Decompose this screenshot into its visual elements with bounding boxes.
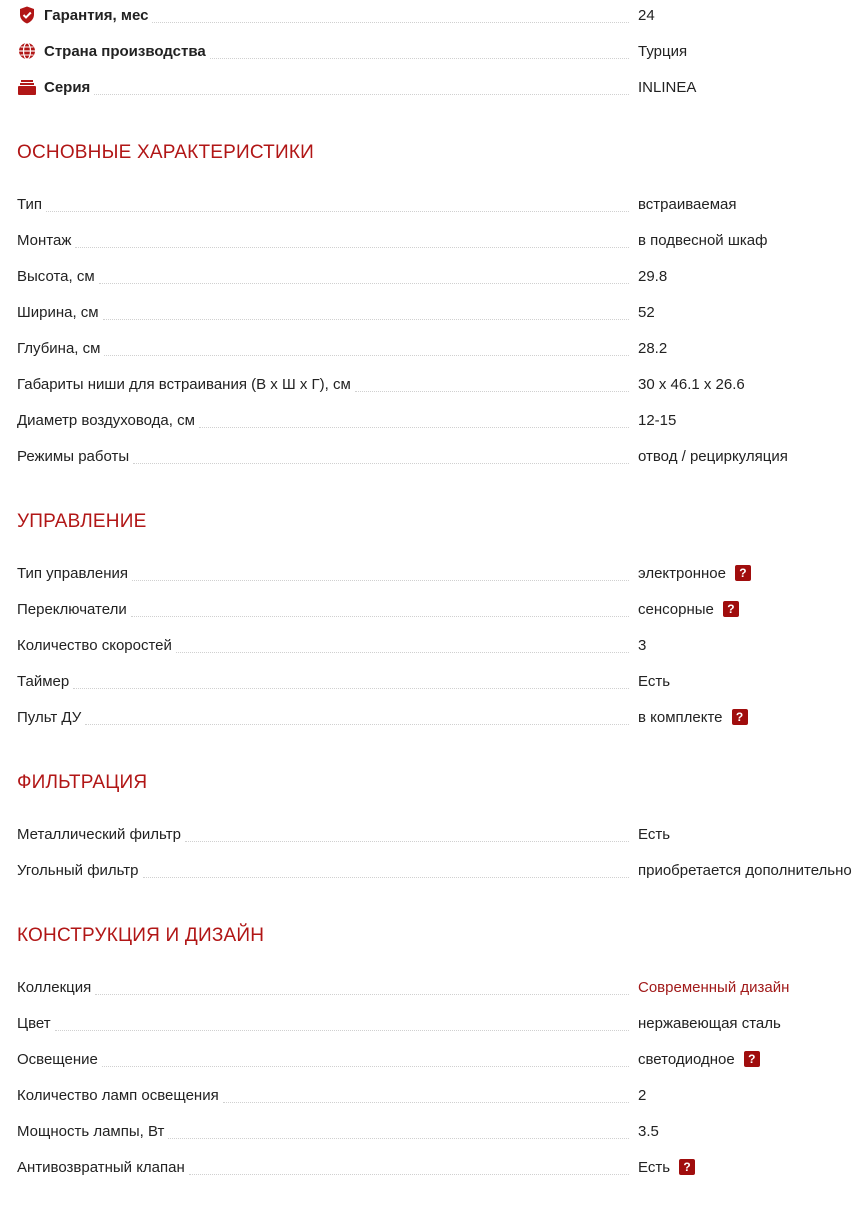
dotted-leader — [152, 22, 629, 23]
spec-label: Таймер — [17, 673, 73, 690]
spec-value: встраиваемая — [638, 195, 737, 213]
spec-row — [0, 591, 864, 627]
spec-row — [0, 258, 864, 294]
spec-value: светодиодное — [638, 1050, 735, 1068]
spec-row — [0, 969, 864, 1005]
spec-label: Тип управления — [17, 565, 132, 582]
spec-value: INLINEA — [638, 78, 697, 96]
dotted-leader — [189, 1174, 629, 1175]
spec-row — [0, 330, 864, 366]
spec-row — [0, 1041, 864, 1077]
spec-value: Есть — [638, 825, 671, 843]
spec-row — [0, 663, 864, 699]
spec-label: Количество ламп освещения — [17, 1087, 223, 1104]
dotted-leader — [95, 994, 629, 995]
dotted-leader — [104, 355, 629, 356]
stack-icon — [17, 77, 37, 97]
section-title-control: УПРАВЛЕНИЕ — [17, 511, 147, 532]
spec-label: Металлический фильтр — [17, 826, 185, 843]
spec-label: Габариты ниши для встраивания (В х Ш х Г), см — [17, 376, 355, 393]
dotted-leader — [103, 319, 629, 320]
spec-value: 3 — [638, 636, 647, 654]
spec-label: Монтаж — [17, 232, 75, 249]
spec-value: 52 — [638, 303, 655, 321]
spec-label: Страна производства — [44, 43, 210, 60]
spec-row — [0, 438, 864, 474]
spec-row — [0, 555, 864, 591]
spec-value: 28.2 — [638, 339, 668, 357]
globe-icon — [17, 41, 37, 61]
dotted-leader — [55, 1030, 629, 1031]
spec-label: Антивозвратный клапан — [17, 1159, 189, 1176]
dotted-leader — [85, 724, 629, 725]
spec-row — [0, 1005, 864, 1041]
spec-label: Пульт ДУ — [17, 709, 85, 726]
dotted-leader — [185, 841, 629, 842]
spec-value: сенсорные — [638, 600, 714, 618]
spec-label: Количество скоростей — [17, 637, 176, 654]
spec-label: Мощность лампы, Вт — [17, 1123, 168, 1140]
spec-row — [0, 627, 864, 663]
spec-label: Ширина, см — [17, 304, 103, 321]
spec-label: Освещение — [17, 1051, 102, 1068]
section-title-filtration: ФИЛЬТРАЦИЯ — [17, 772, 148, 793]
dotted-leader — [99, 283, 629, 284]
dotted-leader — [355, 391, 629, 392]
spec-row-series — [0, 69, 864, 105]
spec-row — [0, 1149, 864, 1185]
spec-row — [0, 816, 864, 852]
section-title-main: ОСНОВНЫЕ ХАРАКТЕРИСТИКИ — [17, 142, 314, 163]
spec-label: Режимы работы — [17, 448, 133, 465]
spec-value: Есть — [638, 672, 671, 690]
spec-value: в комплекте — [638, 708, 723, 726]
spec-row — [0, 852, 864, 888]
spec-row — [0, 699, 864, 735]
spec-label: Переключатели — [17, 601, 131, 618]
shield-check-icon — [17, 5, 37, 25]
dotted-leader — [199, 427, 629, 428]
spec-label: Цвет — [17, 1015, 55, 1032]
spec-value: 3.5 — [638, 1122, 659, 1140]
spec-value: отвод / рециркуляция — [638, 447, 788, 465]
spec-label: Диаметр воздуховода, см — [17, 412, 199, 429]
help-icon[interactable]: ? — [744, 1051, 760, 1067]
spec-row-warranty — [0, 0, 864, 33]
spec-label: Тип — [17, 196, 46, 213]
spec-value: 29.8 — [638, 267, 668, 285]
spec-row — [0, 1077, 864, 1113]
spec-value: 30 х 46.1 х 26.6 — [638, 375, 745, 393]
dotted-leader — [176, 652, 629, 653]
dotted-leader — [102, 1066, 629, 1067]
spec-label: Серия — [44, 79, 94, 96]
section-title-design: КОНСТРУКЦИЯ И ДИЗАЙН — [17, 925, 265, 946]
spec-value: Турция — [638, 42, 688, 60]
dotted-leader — [168, 1138, 629, 1139]
spec-row — [0, 222, 864, 258]
help-icon[interactable]: ? — [723, 601, 739, 617]
spec-value: приобретается дополнительно — [638, 861, 852, 879]
spec-label: Глубина, см — [17, 340, 104, 357]
dotted-leader — [133, 463, 629, 464]
collection-link[interactable]: Современный дизайн — [638, 978, 790, 996]
spec-value: 24 — [638, 6, 655, 24]
spec-label: Коллекция — [17, 979, 95, 996]
spec-row — [0, 1113, 864, 1149]
spec-row-country — [0, 33, 864, 69]
spec-value: 12-15 — [638, 411, 677, 429]
spec-value: электронное — [638, 564, 726, 582]
help-icon[interactable]: ? — [735, 565, 751, 581]
help-icon[interactable]: ? — [679, 1159, 695, 1175]
spec-row — [0, 186, 864, 222]
spec-label: Гарантия, мес — [44, 7, 152, 24]
help-icon[interactable]: ? — [732, 709, 748, 725]
spec-label: Угольный фильтр — [17, 862, 143, 879]
spec-value: в подвесной шкаф — [638, 231, 768, 249]
spec-value: нержавеющая сталь — [638, 1014, 781, 1032]
dotted-leader — [143, 877, 629, 878]
spec-row — [0, 402, 864, 438]
dotted-leader — [131, 616, 629, 617]
dotted-leader — [223, 1102, 629, 1103]
spec-value: 2 — [638, 1086, 647, 1104]
dotted-leader — [132, 580, 629, 581]
dotted-leader — [73, 688, 629, 689]
dotted-leader — [75, 247, 629, 248]
spec-row — [0, 294, 864, 330]
spec-value: Есть — [638, 1158, 671, 1176]
spec-row — [0, 366, 864, 402]
dotted-leader — [210, 58, 629, 59]
spec-label: Высота, см — [17, 268, 99, 285]
dotted-leader — [94, 94, 629, 95]
dotted-leader — [46, 211, 629, 212]
